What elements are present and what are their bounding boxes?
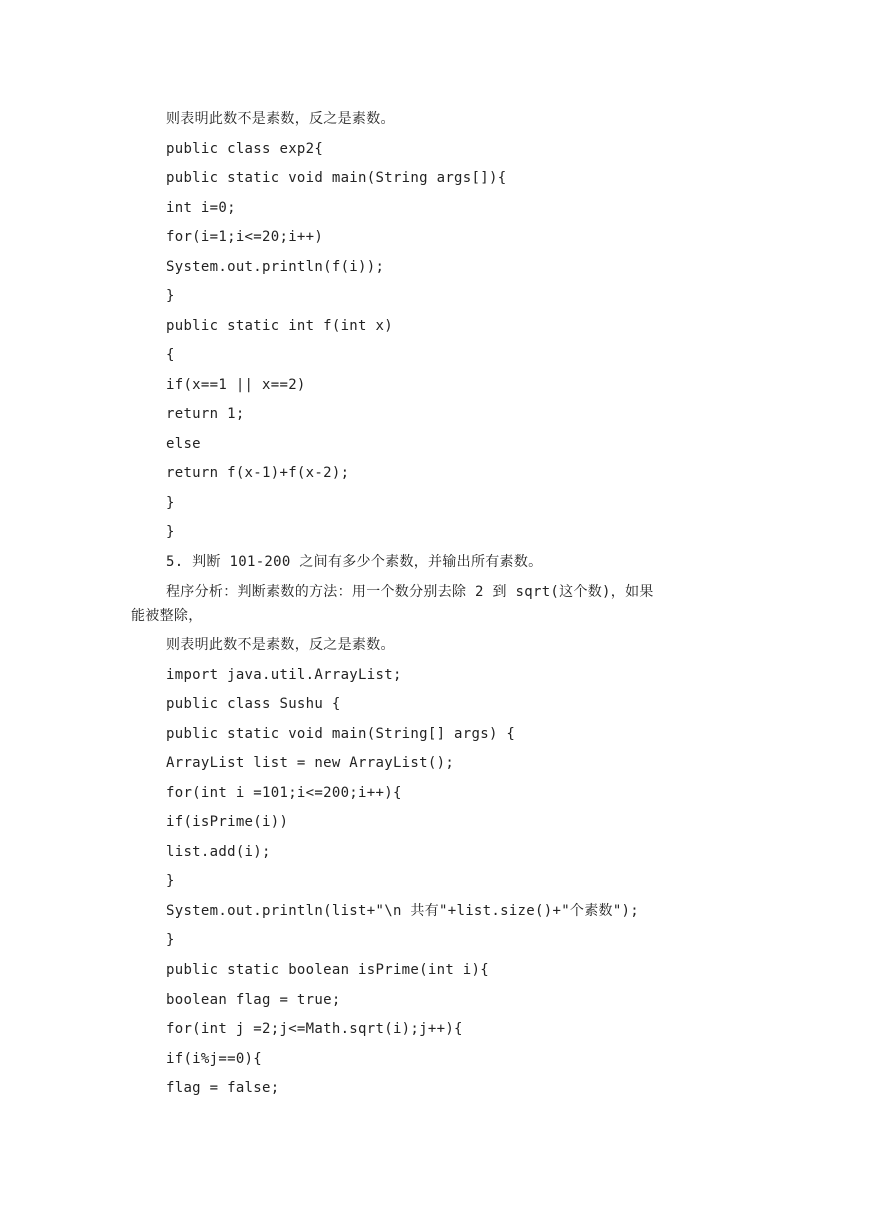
code-line: for(int i =101;i<=200;i++){ [166, 785, 402, 801]
code-line: boolean flag = true; [166, 992, 341, 1008]
text-line: 程序分析：判断素数的方法：用一个数分别去除 2 到 sqrt(这个数)，如果 [166, 584, 654, 600]
code-line: public static boolean isPrime(int i){ [166, 962, 489, 978]
code-line: for(int j =2;j<=Math.sqrt(i);j++){ [166, 1021, 463, 1037]
code-line: public static void main(String args[]){ [166, 170, 507, 186]
code-line: int i=0; [166, 200, 236, 216]
text-line: 则表明此数不是素数，反之是素数。 [166, 111, 395, 127]
text-line: 则表明此数不是素数，反之是素数。 [166, 637, 395, 653]
text-line: 能被整除， [131, 608, 203, 624]
code-line: } [166, 873, 175, 889]
code-line: public static int f(int x) [166, 318, 393, 334]
code-line: flag = false; [166, 1080, 280, 1096]
code-line: public class Sushu { [166, 696, 341, 712]
code-line: if(i%j==0){ [166, 1051, 263, 1067]
code-line: return f(x-1)+f(x-2); [166, 465, 350, 481]
code-line: ArrayList list = new ArrayList(); [166, 755, 455, 771]
code-line: else [166, 436, 201, 452]
code-line: if(isPrime(i)) [166, 814, 289, 830]
code-line: System.out.println(list+"\n 共有"+list.size()+"个素数"); [166, 903, 640, 919]
code-line: { [166, 347, 175, 363]
code-line: if(x==1 || x==2) [166, 377, 306, 393]
code-line: public class exp2{ [166, 141, 324, 157]
code-line: } [166, 932, 175, 948]
code-line: list.add(i); [166, 844, 271, 860]
code-line: } [166, 288, 175, 304]
heading-line: 5. 判断 101-200 之间有多少个素数，并输出所有素数。 [166, 554, 543, 570]
code-line: public static void main(String[] args) { [166, 726, 516, 742]
code-line: return 1; [166, 406, 245, 422]
code-line: System.out.println(f(i)); [166, 259, 385, 275]
code-line: } [166, 524, 175, 540]
code-line: import java.util.ArrayList; [166, 667, 402, 683]
code-line: for(i=1;i<=20;i++) [166, 229, 324, 245]
code-line: } [166, 495, 175, 511]
